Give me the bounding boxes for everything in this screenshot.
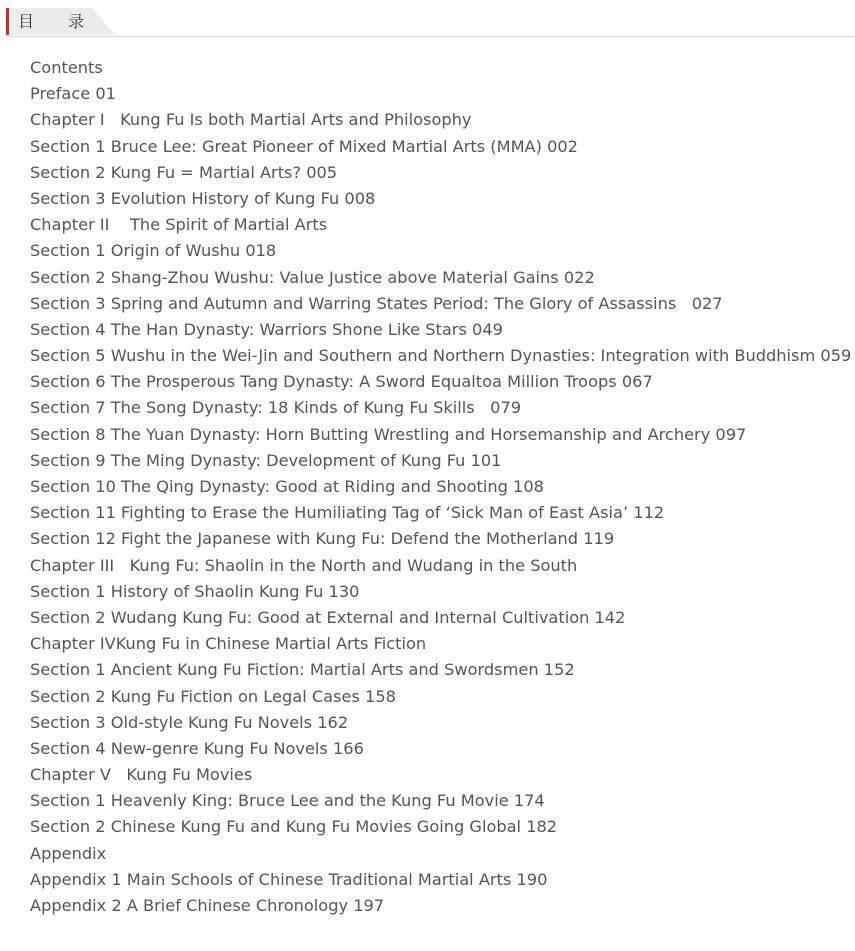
toc-entry: Section 3 Spring and Autumn and Warring States Period: The Glory of Assassins 027: [30, 293, 723, 313]
toc-entry: Appendix 1 Main Schools of Chinese Traditional Martial Arts 190: [30, 869, 548, 889]
toc-entry: Section 8 The Yuan Dynasty: Horn Butting Wrestling and Horsemanship and Archery 097: [30, 424, 747, 444]
toc-entry: Section 1 History of Shaolin Kung Fu 130: [30, 581, 360, 601]
toc-entry: Section 6 The Prosperous Tang Dynasty: A Sword Equaltoa Million Troops 067: [30, 372, 653, 392]
toc-entry: Section 4 The Han Dynasty: Warriors Shone Like Stars 049: [30, 319, 503, 339]
toc-entry: Chapter IVKung Fu in Chinese Martial Arts Fiction: [30, 634, 427, 654]
toc-entry: Preface 01: [30, 84, 116, 104]
page-title: 目 录: [18, 12, 93, 31]
toc-entry: Section 2 Kung Fu Fiction on Legal Cases 158: [30, 686, 396, 706]
toc-entry: Section 1 Heavenly King: Bruce Lee and the Kung Fu Movie 174: [30, 791, 545, 811]
toc-entry: Section 2 Chinese Kung Fu and Kung Fu Movies Going Global 182: [30, 817, 558, 837]
toc-entry: Section 4 New-genre Kung Fu Novels 166: [30, 738, 364, 758]
toc-entry: Section 10 The Qing Dynasty: Good at Riding and Shooting 108: [30, 477, 544, 496]
toc-entry: Section 7 The Song Dynasty: 18 Kinds of Kung Fu Skills 079: [30, 398, 522, 418]
toc-entry: Section 2 Wudang Kung Fu: Good at External and Internal Cultivation 142: [30, 607, 626, 627]
toc-entry: Section 2 Kung Fu = Martial Arts? 005: [30, 162, 338, 182]
section-header: [6, 8, 855, 37]
toc-entry: Section 5 Wushu in the Wei-Jin and Southern and Northern Dynasties: Integration with Buddhism 059: [30, 346, 852, 366]
toc-entry: Chapter III Kung Fu: Shaolin in the North and Wudang in the South: [30, 555, 578, 575]
toc-entry: Section 1 Origin of Wushu 018: [30, 241, 277, 261]
toc-entry: Section 9 The Ming Dynasty: Development of Kung Fu 101: [30, 450, 502, 470]
toc-entry: Section 3 Old-style Kung Fu Novels 162: [30, 712, 349, 732]
toc-entry: Section 1 Ancient Kung Fu Fiction: Martial Arts and Swordsmen 152: [30, 660, 575, 680]
toc-entry: Section 11 Fighting to Erase the Humiliating Tag of ‘Sick Man of East Asia’ 112: [30, 503, 665, 523]
toc-entry: Section 12 Fight the Japanese with Kung Fu: Defend the Motherland 119: [30, 529, 615, 549]
toc-entry: Chapter II The Spirit of Martial Arts: [30, 215, 328, 235]
toc-entry: Section 3 Evolution History of Kung Fu 008: [30, 188, 376, 208]
toc-entry: Chapter V Kung Fu Movies: [30, 765, 253, 785]
toc-entry: Appendix 2 A Brief Chinese Chronology 197: [30, 896, 385, 915]
toc-entry: Chapter I Kung Fu Is both Martial Arts and Philosophy: [30, 110, 472, 130]
table-of-contents: [30, 55, 852, 919]
toc-entry: Contents: [30, 58, 103, 77]
toc-entry: Section 2 Shang-Zhou Wushu: Value Justice above Material Gains 022: [30, 267, 595, 287]
toc-entry: Appendix: [30, 843, 107, 863]
toc-entry: Section 1 Bruce Lee: Great Pioneer of Mixed Martial Arts (MMA) 002: [30, 136, 578, 156]
